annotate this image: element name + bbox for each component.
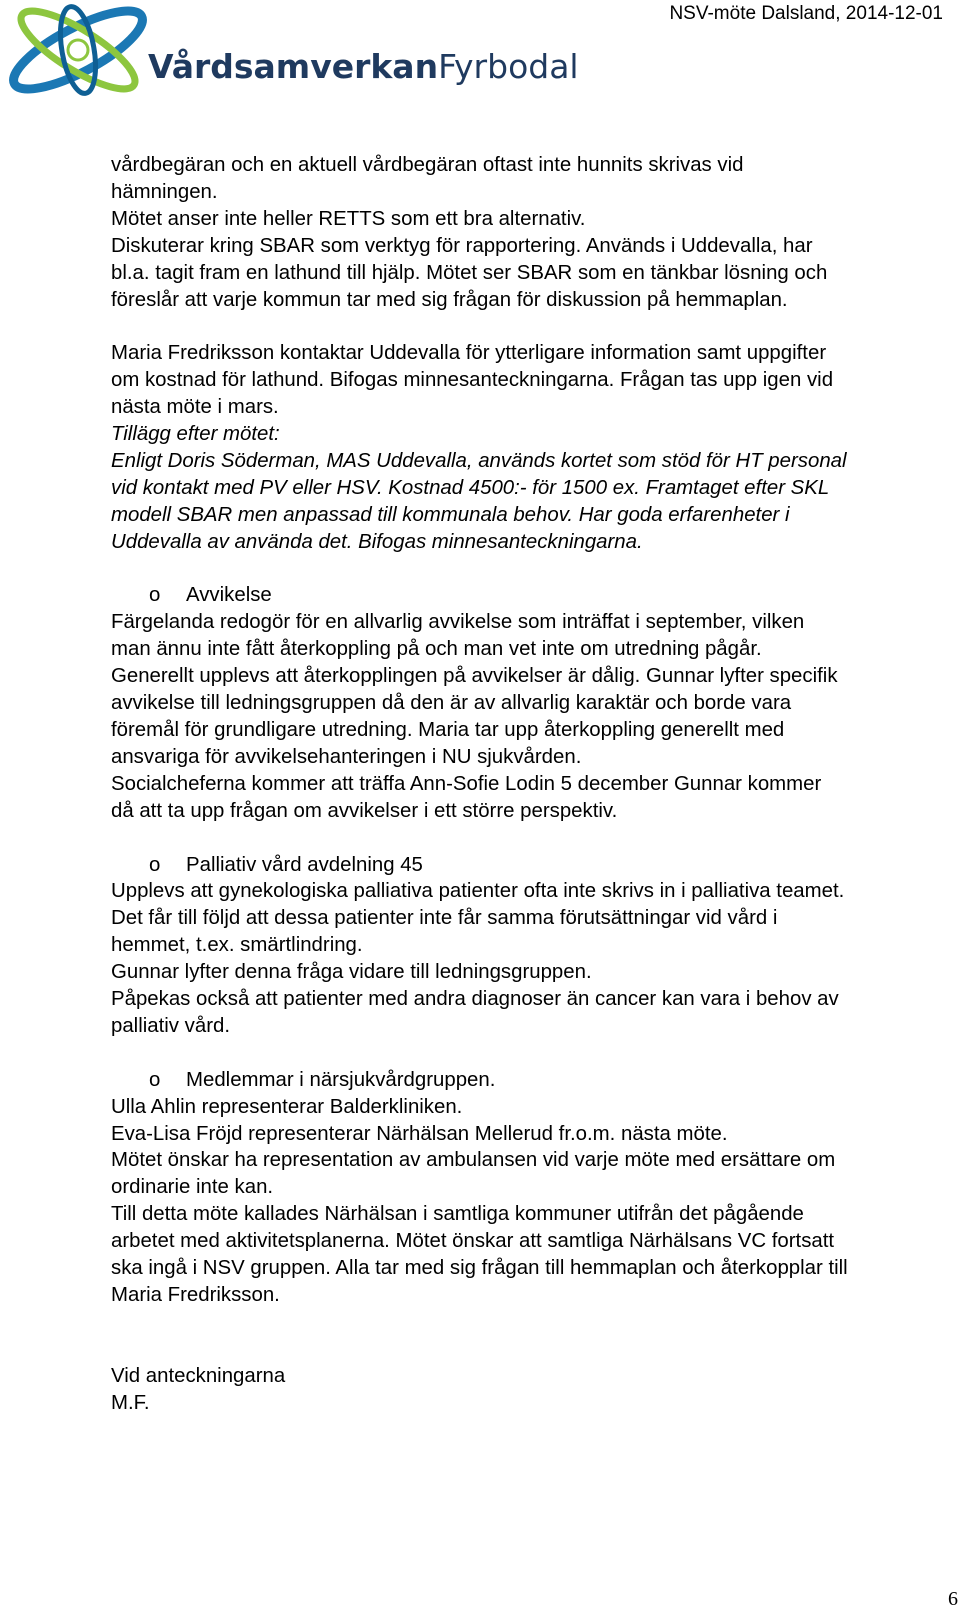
text-line: Mötet önskar ha representation av ambulansen vid varje möte med ersättare om bbox=[111, 1149, 836, 1172]
bullet-mark: o bbox=[149, 1068, 161, 1091]
text-line: Eva-Lisa Fröjd representerar Närhälsan Mellerud fr.o.m. nästa möte. bbox=[111, 1122, 728, 1145]
section-title: Medlemmar i närsjukvårdgruppen. bbox=[186, 1068, 496, 1091]
spacer bbox=[111, 313, 951, 340]
addendum-line: vid kontakt med PV eller HSV. Kostnad 4500:- för 1500 ex. Framtaget efter SKL bbox=[111, 476, 830, 499]
meeting-header: NSV-möte Dalsland, 2014-12-01 bbox=[669, 3, 943, 24]
svg-text:VårdsamverkanFyrbodal bbox=[148, 47, 579, 86]
text-line: hemmet, t.ex. smärtlindring. bbox=[111, 934, 363, 957]
signature-line: Vid anteckningarna bbox=[111, 1364, 286, 1387]
spacer bbox=[111, 1309, 951, 1336]
text-line: Socialcheferna kommer att träffa Ann-Sofie Lodin 5 december Gunnar kommer bbox=[111, 772, 822, 795]
text-line: om kostnad för lathund. Bifogas minnesanteckningarna. Frågan tas upp igen vid bbox=[111, 369, 834, 392]
text-line: Upplevs att gynekologiska palliativa patienter ofta inte skrivs in i palliativa teamet. bbox=[111, 880, 845, 903]
text-line: ansvariga för avvikelsehanteringen i NU sjukvården. bbox=[111, 745, 582, 768]
text-line: Det får till följd att dessa patienter inte får samma förutsättningar vid vård i bbox=[111, 907, 778, 930]
text-line: ska ingå i NSV gruppen. Alla tar med sig frågan till hemmaplan och återkopplar till bbox=[111, 1257, 848, 1280]
logo-text-bold: Vårdsamverkan bbox=[148, 47, 439, 86]
text-line: Maria Fredriksson. bbox=[111, 1284, 280, 1306]
signature-initials: M.F. bbox=[111, 1391, 150, 1414]
spacer bbox=[111, 1336, 951, 1363]
spacer bbox=[111, 1040, 951, 1067]
document-body bbox=[111, 152, 951, 1417]
spacer bbox=[111, 825, 951, 852]
text-line: bl.a. tagit fram en lathund till hjälp. Mötet ser SBAR som en tänkbar lösning och bbox=[111, 261, 828, 284]
text-line: arbetet med aktivitetsplanerna. Mötet önskar att samtliga Närhälsans VC fortsatt bbox=[111, 1230, 835, 1253]
spacer bbox=[111, 556, 951, 583]
text-line: avvikelse till ledningsgruppen då den är av allvarlig karaktär och borde vara bbox=[111, 692, 792, 715]
text-line: Maria Fredriksson kontaktar Uddevalla för ytterligare information samt uppgifter bbox=[111, 342, 827, 365]
text-line: Till detta möte kallades Närhälsan i samtliga kommuner utifrån det pågående bbox=[111, 1203, 804, 1226]
logo-mark bbox=[4, 0, 152, 103]
text-line: då att ta upp frågan om avvikelser i ett större perspektiv. bbox=[111, 799, 618, 822]
addendum-line: Enligt Doris Söderman, MAS Uddevalla, används kortet som stöd för HT personal bbox=[111, 449, 847, 472]
logo-text-regular: Fyrbodal bbox=[438, 47, 579, 86]
section-heading-avvikelse bbox=[111, 582, 951, 609]
text-line: hämningen. bbox=[111, 180, 218, 203]
section-heading-palliativ bbox=[111, 852, 951, 879]
text-line: palliativ vård. bbox=[111, 1014, 230, 1037]
section-title: Palliativ vård avdelning 45 bbox=[186, 853, 423, 876]
addendum-line: Uddevalla av använda det. Bifogas minnesanteckningarna. bbox=[111, 530, 643, 553]
text-line: Diskuterar kring SBAR som verktyg för rapportering. Används i Uddevalla, har bbox=[111, 234, 813, 257]
bullet-mark: o bbox=[149, 853, 161, 876]
text-line: ordinarie inte kan. bbox=[111, 1176, 274, 1199]
addendum-heading: Tillägg efter mötet: bbox=[111, 423, 280, 446]
text-line: Mötet anser inte heller RETTS som ett bra alternativ. bbox=[111, 207, 586, 230]
section-heading-medlemmar bbox=[111, 1067, 951, 1094]
organization-logo bbox=[0, 0, 579, 110]
text-line: Påpekas också att patienter med andra diagnoser än cancer kan vara i behov av bbox=[111, 988, 839, 1011]
bullet-mark: o bbox=[149, 584, 161, 607]
text-line: man ännu inte fått återkoppling på och man vet inte om utredning pågår. bbox=[111, 638, 762, 661]
text-line: nästa möte i mars. bbox=[111, 396, 279, 419]
text-line: föreslår att varje kommun tar med sig frågan för diskussion på hemmaplan. bbox=[111, 288, 788, 311]
text-line: Färgelanda redogör för en allvarlig avvikelse som inträffat i september, vilken bbox=[111, 611, 805, 634]
text-line: vårdbegäran och en aktuell vårdbegäran oftast inte hunnits skrivas vid bbox=[111, 154, 744, 176]
page-number: 6 bbox=[948, 1588, 958, 1610]
text-line: Ulla Ahlin representerar Balderkliniken. bbox=[111, 1095, 463, 1118]
section-title: Avvikelse bbox=[186, 584, 272, 607]
addendum-line: modell SBAR men anpassad till kommunala behov. Har goda erfarenheter i bbox=[111, 503, 790, 526]
text-line: Gunnar lyfter denna fråga vidare till ledningsgruppen. bbox=[111, 961, 592, 984]
text-line: Generellt upplevs att återkopplingen på avvikelser är dålig. Gunnar lyfter specifik bbox=[111, 665, 838, 688]
text-line: föremål för grundligare utredning. Maria tar upp återkoppling generellt med bbox=[111, 719, 785, 741]
